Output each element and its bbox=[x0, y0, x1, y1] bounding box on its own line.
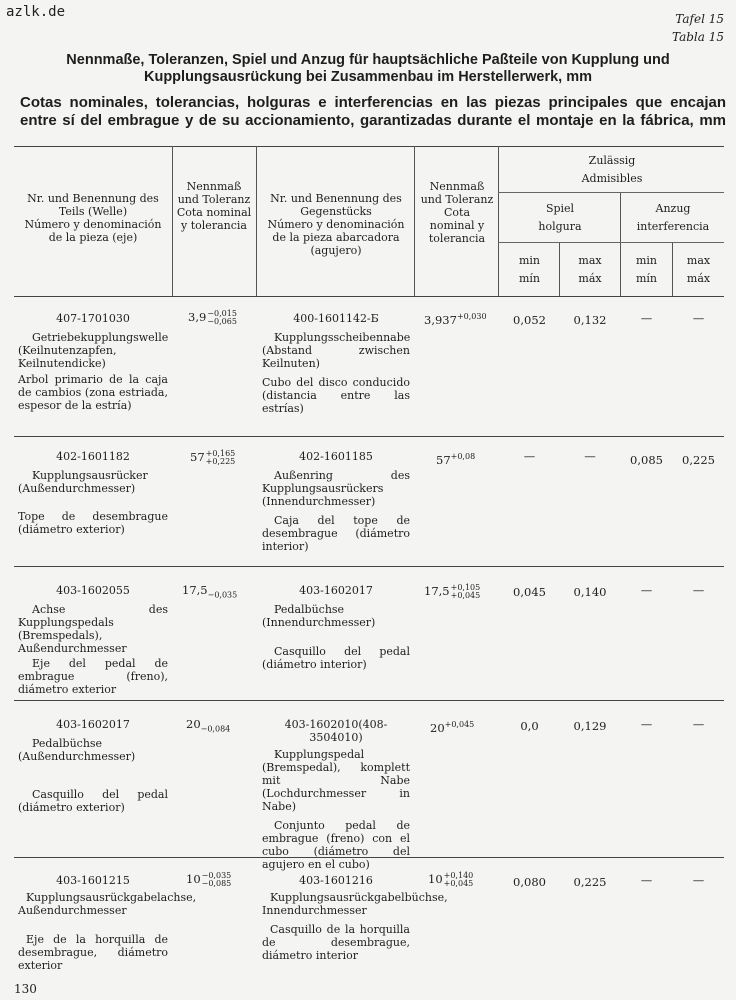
row-mating-part: 403-1602017 Pedalbüchse (Innendurchmesser) Casquillo del pedal (diámetro interior) bbox=[262, 584, 410, 671]
row-part: 403-1602055 Achse des Kupplungspedals (Bremspedals), Außendurchmesser Eje del pedal de embrague (freno), diámetro exterior bbox=[18, 584, 168, 696]
row-part: 407-1701030 Getriebekupplungswelle (Keilnutenzapfen, Keilnutendicke) Arbol primario de la caja de cambios (zona estriada, espesor de la estría) bbox=[18, 312, 169, 412]
row-mating-part: 403-1602010(408-3504010) Kupplungspedal (Bremspedal), komplett mit Nabe (Lochdurchmesser in Nabe) Conjunto pedal de embrague (freno) con el cubo (diámetro del agujero en el cubo) bbox=[262, 718, 410, 871]
page-number: 130 bbox=[14, 982, 37, 996]
row-clearance-min: — bbox=[523, 449, 536, 463]
header-interference: Anzug interferencia bbox=[636, 202, 710, 233]
header-interference-min: min mín bbox=[635, 254, 658, 285]
row-interference-min: — bbox=[640, 873, 653, 887]
row-clearance-min: 0,080 bbox=[513, 875, 546, 889]
row-interference-min: — bbox=[640, 717, 653, 731]
row-interference-min: 0,085 bbox=[630, 453, 663, 467]
header-col1: Nr. und Benennung des Teils (Welle) Número y denominación de la pieza (eje) bbox=[24, 192, 162, 244]
row-clearance-min: 0,052 bbox=[513, 313, 546, 327]
row-mating-dimension: $20^{+0,045}$ bbox=[430, 720, 475, 735]
row-mating-dimension: $3,937^{+0,030}$ bbox=[424, 312, 487, 327]
row-part-dimension: 57 +0,165 +0,225 bbox=[190, 449, 236, 466]
col-divider bbox=[498, 146, 499, 296]
row-clearance-max: 0,225 bbox=[573, 875, 607, 889]
row-mating-part: 402-1601185 Außenring des Kupplungsausrückers (Innendurchmesser) Caja del tope de desembrague (diámetro interior) bbox=[262, 450, 410, 553]
row-part: 403-1601215 Kupplungsausrückgabelachse, Außendurchmesser Eje de la horquilla de desembrague, diámetro exterior bbox=[18, 874, 197, 972]
row-part: 402-1601182 Kupplungsausrücker (Außendurchmesser) Tope de desembrague (diámetro exterior) bbox=[18, 450, 168, 536]
col-divider bbox=[256, 146, 257, 296]
title-spanish: Cotas nominales, tolerancias, holguras e interferencias en las piezas principales que encajan entre sí del embrague y de su accionamiento, garantizadas durante el montaje en la fábrica, mm bbox=[20, 94, 726, 129]
row-part-dimension: 10 −0,035 −0,085 bbox=[186, 871, 232, 888]
table-label-de: Tafel 15 bbox=[675, 12, 724, 26]
row-part-dimension: 3,9 −0,015 −0,065 bbox=[188, 309, 237, 326]
row-interference-min: — bbox=[640, 311, 653, 325]
col-divider bbox=[172, 146, 173, 296]
row-mating-dimension: 17,5 +0,105 +0,045 bbox=[424, 583, 481, 600]
row-clearance-max: 0,129 bbox=[573, 719, 607, 733]
row-clearance-max: 0,132 bbox=[573, 313, 607, 327]
header-col3: Nr. und Benennung des Gegenstücks Número y denominación de la pieza abarcadora (agujero) bbox=[267, 192, 405, 257]
row-part-dimension: $17,5_{-0,035}$ bbox=[182, 583, 238, 600]
row-divider bbox=[14, 700, 724, 701]
table-top-rule bbox=[14, 146, 724, 147]
row-interference-max: — bbox=[692, 311, 705, 325]
row-mating-dimension: 10 +0,140 +0,045 bbox=[428, 871, 474, 888]
header-col4: Nennmaß und Toleranz Cota nominal y tolerancia bbox=[420, 180, 494, 245]
watermark: azlk.de bbox=[6, 4, 66, 20]
row-part-dimension: $20_{-0,084}$ bbox=[186, 717, 231, 734]
row-mating-part: 403-1601216 Kupplungsausrückgabelbüchse, Innendurchmesser Casquillo de la horquilla de desembrague, diámetro interior bbox=[262, 874, 448, 962]
header-bottom-rule bbox=[14, 296, 724, 297]
row-interference-max: — bbox=[692, 717, 705, 731]
row-interference-max: 0,225 bbox=[682, 453, 715, 467]
row-divider bbox=[14, 566, 724, 567]
header-clearance-min: min mín bbox=[518, 254, 541, 285]
header-clearance: Spiel holgura bbox=[538, 202, 582, 233]
header-admissible: Zulässig Admisibles bbox=[581, 154, 643, 185]
row-mating-dimension: $57^{+0,08}$ bbox=[436, 452, 476, 467]
header-sub-rule bbox=[498, 192, 724, 193]
table-label-es: Tabla 15 bbox=[672, 30, 724, 44]
row-clearance-max: — bbox=[584, 449, 596, 463]
header-clearance-max: max máx bbox=[578, 254, 602, 285]
row-interference-max: — bbox=[692, 873, 705, 887]
header-sub-rule bbox=[498, 242, 724, 243]
title-german: Nennmaße, Toleranzen, Spiel und Anzug für hauptsächliche Paßteile von Kupplung und Kupplungsausrückung bei Zusammenbau im Herstellerwerk, mm bbox=[66, 52, 670, 85]
row-divider bbox=[14, 436, 724, 437]
header-interference-max: max máx bbox=[686, 254, 711, 285]
row-clearance-min: 0,0 bbox=[520, 719, 539, 733]
row-clearance-min: 0,045 bbox=[513, 585, 546, 599]
header-col2: Nennmaß und Toleranz Cota nominal y tolerancia bbox=[176, 180, 252, 232]
row-clearance-max: 0,140 bbox=[573, 585, 607, 599]
row-interference-max: — bbox=[692, 583, 705, 597]
row-part: 403-1602017 Pedalbüchse (Außendurchmesser) Casquillo del pedal (diámetro exterior) bbox=[18, 718, 168, 814]
row-mating-part: 400-1601142-Б Kupplungsscheibennabe (Abstand zwischen Keilnuten) Cubo del disco conducido (distancia entre las estrías) bbox=[262, 312, 411, 415]
row-interference-min: — bbox=[640, 583, 653, 597]
col-divider bbox=[414, 146, 415, 296]
